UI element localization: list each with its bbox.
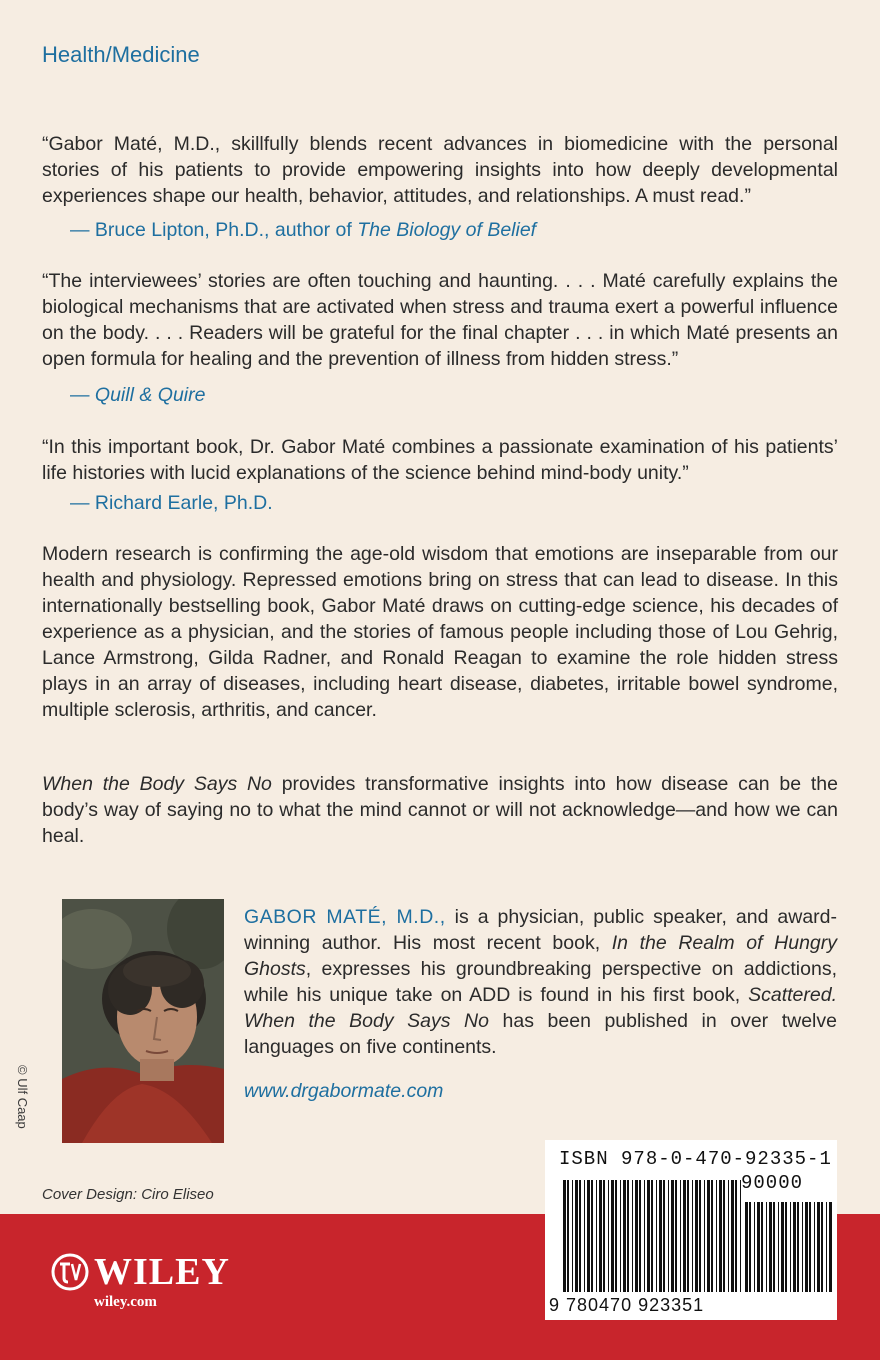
barcode-bar [620, 1180, 621, 1292]
barcode-bar [623, 1180, 626, 1292]
barcode-bar [719, 1180, 722, 1292]
barcode-bar [817, 1202, 820, 1292]
bio-text-2: , expresses his groundbreaking perspective on addictions, while his unique take on ADD is found in his first book, [244, 958, 837, 1006]
author-photo [62, 899, 224, 1143]
barcode-bar [728, 1180, 729, 1292]
cover-design-credit: Cover Design: Ciro Eliseo [42, 1186, 214, 1203]
book-summary [42, 771, 838, 849]
barcode-bar [757, 1202, 760, 1292]
quote-2-text: “The interviewees’ stories are often touching and haunting. . . . Maté carefully explains the biological mechanisms that are activated when stress and trauma exert a powerful influence on the body. . . . Readers will be grateful for the final chapter . . . in which Maté presents an open formula for healing and the prevention of illness from hidden stress.” [42, 270, 838, 370]
barcode-bar [769, 1202, 772, 1292]
barcode-bar [663, 1180, 665, 1292]
barcode-bar [826, 1202, 827, 1292]
attribution-text: — Bruce Lipton, Ph.D., author of [70, 219, 358, 241]
barcode-digits: 9 780470 923351 [549, 1295, 705, 1315]
category-label: Health/Medicine [42, 42, 200, 67]
barcode-bar [611, 1180, 614, 1292]
attribution-source: Quill & Quire [94, 384, 206, 406]
barcode-bar [740, 1180, 741, 1292]
barcode-bar [797, 1202, 799, 1292]
barcode-bar [644, 1180, 645, 1292]
barcode-bar [781, 1202, 784, 1292]
barcode-bar [704, 1180, 705, 1292]
barcode-bar [761, 1202, 763, 1292]
barcode-bar [596, 1180, 597, 1292]
barcode-bar [809, 1202, 811, 1292]
barcode-bar [656, 1180, 657, 1292]
quote-1-attribution [70, 217, 536, 243]
quote-3-attribution [70, 490, 273, 516]
barcode-bar [579, 1180, 581, 1292]
ean-barcode [563, 1180, 743, 1298]
wiley-seal-icon [50, 1252, 90, 1292]
barcode-bar [683, 1180, 686, 1292]
barcode-bar [766, 1202, 767, 1292]
attribution-book-title: The Biology of Belief [357, 219, 537, 241]
barcode-bar [599, 1180, 602, 1292]
barcode-bar [731, 1180, 734, 1292]
bio-text-1: is a physician, public speaker, and award-winning author. His most recent book, [244, 906, 838, 954]
barcode-bar [754, 1202, 755, 1292]
barcode-bar [651, 1180, 653, 1292]
bio-text-3: has been published in over twelve languages on five continents. [244, 1010, 837, 1058]
barcode-bar [716, 1180, 717, 1292]
bio-book-2: Scattered. When the Body Says No [244, 984, 837, 1032]
barcode-bar [695, 1180, 698, 1292]
bio-book-1: In the Realm of Hungry Ghosts [244, 932, 838, 980]
barcode-bar [821, 1202, 823, 1292]
barcode-bar [814, 1202, 815, 1292]
barcode-bar [591, 1180, 593, 1292]
price-barcode [745, 1202, 833, 1296]
barcode-bar [627, 1180, 629, 1292]
barcode-bar [749, 1202, 751, 1292]
quote-3-text: “In this important book, Dr. Gabor Maté combines a passionate examination of his patients’ life histories with lucid explanations of the science behind mind-body unity.” [42, 436, 838, 484]
barcode-bar [587, 1180, 590, 1292]
barcode-bar [635, 1180, 638, 1292]
publisher-url[interactable]: wiley.com [94, 1294, 157, 1310]
author-bio [244, 904, 837, 1060]
summary-text: provides transformative insights into how disease can be the body’s way of saying no to what the mind cannot or will not acknowledge—and how we can heal. [42, 773, 838, 847]
attribution-text: — [70, 384, 95, 406]
quote-2-attribution [70, 382, 205, 408]
barcode-bar [671, 1180, 674, 1292]
barcode-bar [603, 1180, 605, 1292]
barcode-bar [707, 1180, 710, 1292]
barcode-bar [778, 1202, 779, 1292]
barcode-bar [711, 1180, 713, 1292]
barcode-bar [647, 1180, 650, 1292]
barcode-bar [615, 1180, 617, 1292]
barcode-bar [584, 1180, 585, 1292]
barcode-bar [805, 1202, 808, 1292]
book-description: Modern research is confirming the age-old wisdom that emotions are inseparable from our health and physiology. Repressed emotions bring on stress that can lead to disease. In this internationally bestselling book, Gabor Maté draws on cutting-edge science, his decades of experience as a physician, and the stories of famous people including those of Lou Gehrig, Lance Armstrong, Gilda Radner, and Ronald Reagan to examine the role hidden stress plays in an array of diseases, including heart disease, diabetes, irritable bowel syndrome, multiple sclerosis, arthritis, and cancer. [42, 543, 838, 721]
attribution-text: — Richard Earle, Ph.D. [70, 492, 273, 514]
barcode-bar [567, 1180, 569, 1292]
barcode-bar [790, 1202, 791, 1292]
barcode-bar [575, 1180, 578, 1292]
barcode-bar [668, 1180, 669, 1292]
barcode-bar [735, 1180, 737, 1292]
summary-book-title: When the Body Says No [42, 773, 272, 795]
quote-1-text: “Gabor Maté, M.D., skillfully blends recent advances in biomedicine with the personal stories of his patients to provide empowering insights into how deeply developmental experiences shape our health, behavior, attitudes, and relationships. A must read.” [42, 133, 838, 207]
photo-credit: © Ulf Caap [15, 1065, 30, 1129]
barcode-bar [687, 1180, 689, 1292]
barcode-bar [699, 1180, 701, 1292]
publisher-name: WILEY [94, 1251, 230, 1293]
isbn-number: ISBN 978-0-470-92335-1 [559, 1148, 832, 1170]
barcode-bar [680, 1180, 681, 1292]
barcode-bar [829, 1202, 832, 1292]
barcode-box [545, 1140, 837, 1320]
barcode-bar [563, 1180, 566, 1292]
barcode-bar [572, 1180, 573, 1292]
barcode-bar [608, 1180, 609, 1292]
barcode-bar [793, 1202, 796, 1292]
author-website-link[interactable]: www.drgabormate.com [244, 1080, 444, 1102]
price-code: 90000 [741, 1172, 804, 1194]
barcode-bar [632, 1180, 633, 1292]
barcode-bar [723, 1180, 725, 1292]
barcode-bar [745, 1202, 748, 1292]
barcode-bar [659, 1180, 662, 1292]
barcode-bar [692, 1180, 693, 1292]
barcode-bar [785, 1202, 787, 1292]
barcode-bar [675, 1180, 677, 1292]
barcode-bar [639, 1180, 641, 1292]
author-name: GABOR MATÉ, M.D., [244, 906, 446, 928]
author-portrait-illustration [62, 899, 224, 1143]
barcode-bar [802, 1202, 803, 1292]
barcode-bar [773, 1202, 775, 1292]
